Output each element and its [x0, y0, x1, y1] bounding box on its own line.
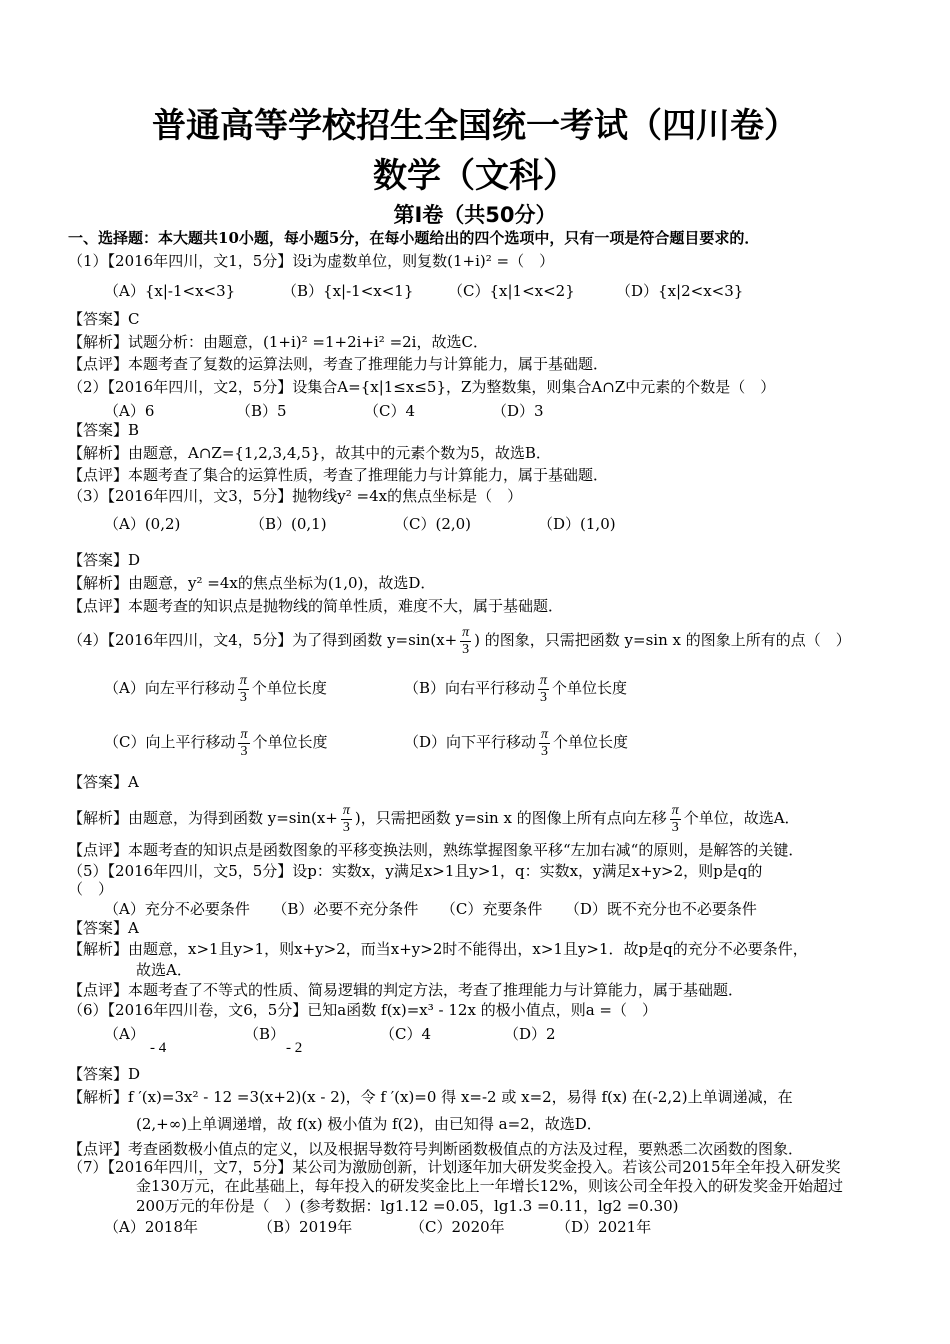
fraction-numerator: π — [462, 624, 470, 640]
q6-analysis-cont: (2,+∞)上单调递增，故 f(x) 极小值为 f(2)，由已知得 a=2，故选D． — [136, 1115, 602, 1133]
fraction-numerator: π — [541, 726, 549, 742]
q4-analysis-part2: )，只需把函数 y=sin x 的图像上所有点向左移 — [354, 809, 667, 827]
section-heading: 第Ⅰ卷（共50分） — [393, 203, 557, 227]
q4-analysis-fraction1 — [341, 803, 352, 836]
q4-option-a-fraction — [238, 673, 249, 706]
q6-option-b: （B） — [244, 1025, 286, 1043]
q1-analysis: 【解析】试题分析：由题意，(1+i)² =1+2i+i² =2i，故选C． — [68, 333, 488, 351]
q6-option-c: （C）4 — [380, 1025, 432, 1043]
q5-answer: 【答案】A — [68, 919, 139, 937]
q7-option-a: （A）2018年 — [104, 1218, 199, 1236]
q4-option-d — [404, 724, 628, 760]
fraction-numerator: π — [540, 672, 548, 688]
q4-analysis-part3: 个单位，故选A． — [683, 809, 800, 827]
q7-stem-line3: 200万元的年份是（ ）(参考数据：lg1.12 =0.05，lg1.3 =0.11，lg2 =0.30) — [136, 1197, 679, 1215]
q6-option-a-value: - 4 — [150, 1040, 167, 1056]
q4-analysis-fraction2 — [670, 803, 681, 836]
q4-option-d-unit: 个单位长度 — [553, 733, 629, 751]
q1-comment: 【点评】本题考查了复数的运算法则，考查了推理能力与计算能力，属于基础题． — [68, 355, 609, 373]
q6-option-a: （A） — [104, 1025, 145, 1043]
q4-option-a-unit: 个单位长度 — [251, 679, 327, 697]
q4-analysis — [68, 800, 800, 836]
q4-comment: 【点评】本题考查的知识点是函数图象的平移变换法则，熟练掌握图象平移“左加右减“的原则，是解答的关键． — [68, 841, 804, 859]
q2-comment: 【点评】本题考查了集合的运算性质，考查了推理能力与计算能力，属于基础题． — [68, 466, 609, 484]
q4-option-a — [104, 670, 327, 706]
q4-option-d-fraction — [539, 727, 550, 760]
fraction-denominator: 3 — [342, 819, 350, 835]
q2-option-d: （D）3 — [492, 402, 544, 420]
exam-subtitle: 数学（文科） — [373, 156, 577, 196]
q5-analysis-cont: 故选A． — [136, 961, 192, 979]
q4-stem-part1: （4）【2016年四川，文4，5分】为了得到函数 y=sin(x+ — [68, 631, 458, 649]
q2-analysis: 【解析】由题意，A∩Z={1,2,3,4,5}，故其中的元素个数为5，故选B． — [68, 444, 551, 462]
fraction-denominator: 3 — [671, 819, 679, 835]
q3-option-c: （C）(2,0) — [394, 515, 472, 533]
q5-comment: 【点评】本题考查了不等式的性质、简易逻辑的判定方法，考查了推理能力与计算能力，属于基础题． — [68, 981, 744, 999]
q6-option-d: （D）2 — [504, 1025, 556, 1043]
q1-option-a: （A）{x|-1<x<3} — [104, 282, 236, 300]
q7-stem: （7）【2016年四川，文7，5分】某公司为激励创新，计划逐年加大研发奖金投入。若该公司2015年全年投入研发奖 — [68, 1158, 841, 1176]
q4-stem-part2: ) 的图象，只需把函数 y=sin x 的图象上所有的点（ ） — [474, 631, 851, 649]
q4-option-c — [104, 724, 328, 760]
fraction-numerator: π — [342, 802, 350, 818]
q4-option-b — [404, 670, 627, 706]
q7-option-b: （B）2019年 — [258, 1218, 353, 1236]
exam-title: 普通高等学校招生全国统一考试（四川卷） — [152, 106, 798, 146]
q4-option-c-fraction — [238, 727, 249, 760]
fraction-denominator: 3 — [239, 689, 247, 705]
q4-option-a-label: （A）向左平行移动 — [104, 679, 235, 697]
q3-analysis: 【解析】由题意，y² =4x的焦点坐标为(1,0)，故选D． — [68, 574, 436, 592]
q4-stem — [68, 622, 851, 658]
q5-options: （A）充分不必要条件 （B）必要不充分条件 （C）充要条件 （D）既不充分也不必要条件 — [104, 900, 757, 918]
q7-option-d: （D）2021年 — [556, 1218, 652, 1236]
q3-stem: （3）【2016年四川，文3，5分】抛物线y² =4x的焦点坐标是（ ） — [68, 487, 523, 505]
q1-option-c: （C）{x|1<x<2} — [448, 282, 575, 300]
q7-option-c: （C）2020年 — [410, 1218, 505, 1236]
q4-option-b-unit: 个单位长度 — [552, 679, 628, 697]
q3-comment: 【点评】本题考查的知识点是抛物线的简单性质，难度不大，属于基础题． — [68, 597, 564, 615]
fraction-denominator: 3 — [240, 743, 248, 759]
q2-option-a: （A）6 — [104, 402, 155, 420]
q5-stem-cont: （ ） — [68, 880, 114, 898]
q1-option-d: （D）{x|2<x<3} — [616, 282, 744, 300]
q4-option-c-label: （C）向上平行移动 — [104, 733, 236, 751]
q7-stem-line2: 金130万元，在此基础上，每年投入的研发奖金比上一年增长12%，则该公司全年投入的研发奖金开始超过 — [136, 1177, 843, 1195]
instructions: 一、选择题：本大题共10小题，每小题5分，在每小题给出的四个选项中，只有一项是符合题目要求的． — [68, 229, 760, 247]
q1-stem: （1）【2016年四川，文1，5分】设i为虚数单位，则复数(1+i)² =（ ） — [68, 252, 555, 270]
fraction-denominator: 3 — [540, 689, 548, 705]
fraction-numerator: π — [239, 672, 247, 688]
q4-stem-fraction — [460, 625, 471, 658]
q4-option-b-fraction — [538, 673, 549, 706]
q4-option-d-label: （D）向下平行移动 — [404, 733, 537, 751]
fraction-denominator: 3 — [541, 743, 549, 759]
q5-analysis: 【解析】由题意，x>1且y>1，则x+y>2，而当x+y>2时不能得出，x>1且y>1．故p是q的充分不必要条件， — [68, 940, 808, 958]
q4-option-b-label: （B）向右平行移动 — [404, 679, 536, 697]
q6-stem: （6）【2016年四川卷，文6，5分】已知a函数 f(x)=x³ - 12x 的极小值点，则a =（ ） — [68, 1001, 657, 1019]
q6-comment: 【点评】考查函数极小值点的定义，以及根据导数符号判断函数极值点的方法及过程，要熟悉二次函数的图象． — [68, 1140, 804, 1158]
q3-option-b: （B）(0,1) — [250, 515, 327, 533]
q2-option-b: （B）5 — [236, 402, 287, 420]
q4-analysis-part1: 【解析】由题意，为得到函数 y=sin(x+ — [68, 809, 338, 827]
q5-stem: （5）【2016年四川，文5，5分】设p：实数x，y满足x>1且y>1，q：实数x，y满足x+y>2，则p是q的 — [68, 862, 763, 880]
fraction-denominator: 3 — [462, 641, 470, 657]
fraction-numerator: π — [671, 802, 679, 818]
q2-stem: （2）【2016年四川，文2，5分】设集合A={x|1≤x≤5}，Z为整数集，则集合A∩Z中元素的个数是（ ） — [68, 378, 776, 396]
q3-option-d: （D）(1,0) — [538, 515, 616, 533]
q6-option-b-value: - 2 — [286, 1040, 303, 1056]
q3-answer: 【答案】D — [68, 551, 141, 569]
q1-answer: 【答案】C — [68, 310, 140, 328]
q6-answer: 【答案】D — [68, 1065, 141, 1083]
q6-analysis: 【解析】f ′(x)=3x² - 12 =3(x+2)(x - 2)，令 f ′(x)=0 得 x=-2 或 x=2，易得 f(x) 在(-2,2)上单调递减，在 — [68, 1088, 793, 1106]
q2-answer: 【答案】B — [68, 421, 140, 439]
q4-option-c-unit: 个单位长度 — [252, 733, 328, 751]
q3-option-a: （A）(0,2) — [104, 515, 181, 533]
q1-option-b: （B）{x|-1<x<1} — [282, 282, 414, 300]
q4-answer: 【答案】A — [68, 773, 139, 791]
fraction-numerator: π — [240, 726, 248, 742]
q2-option-c: （C）4 — [364, 402, 416, 420]
